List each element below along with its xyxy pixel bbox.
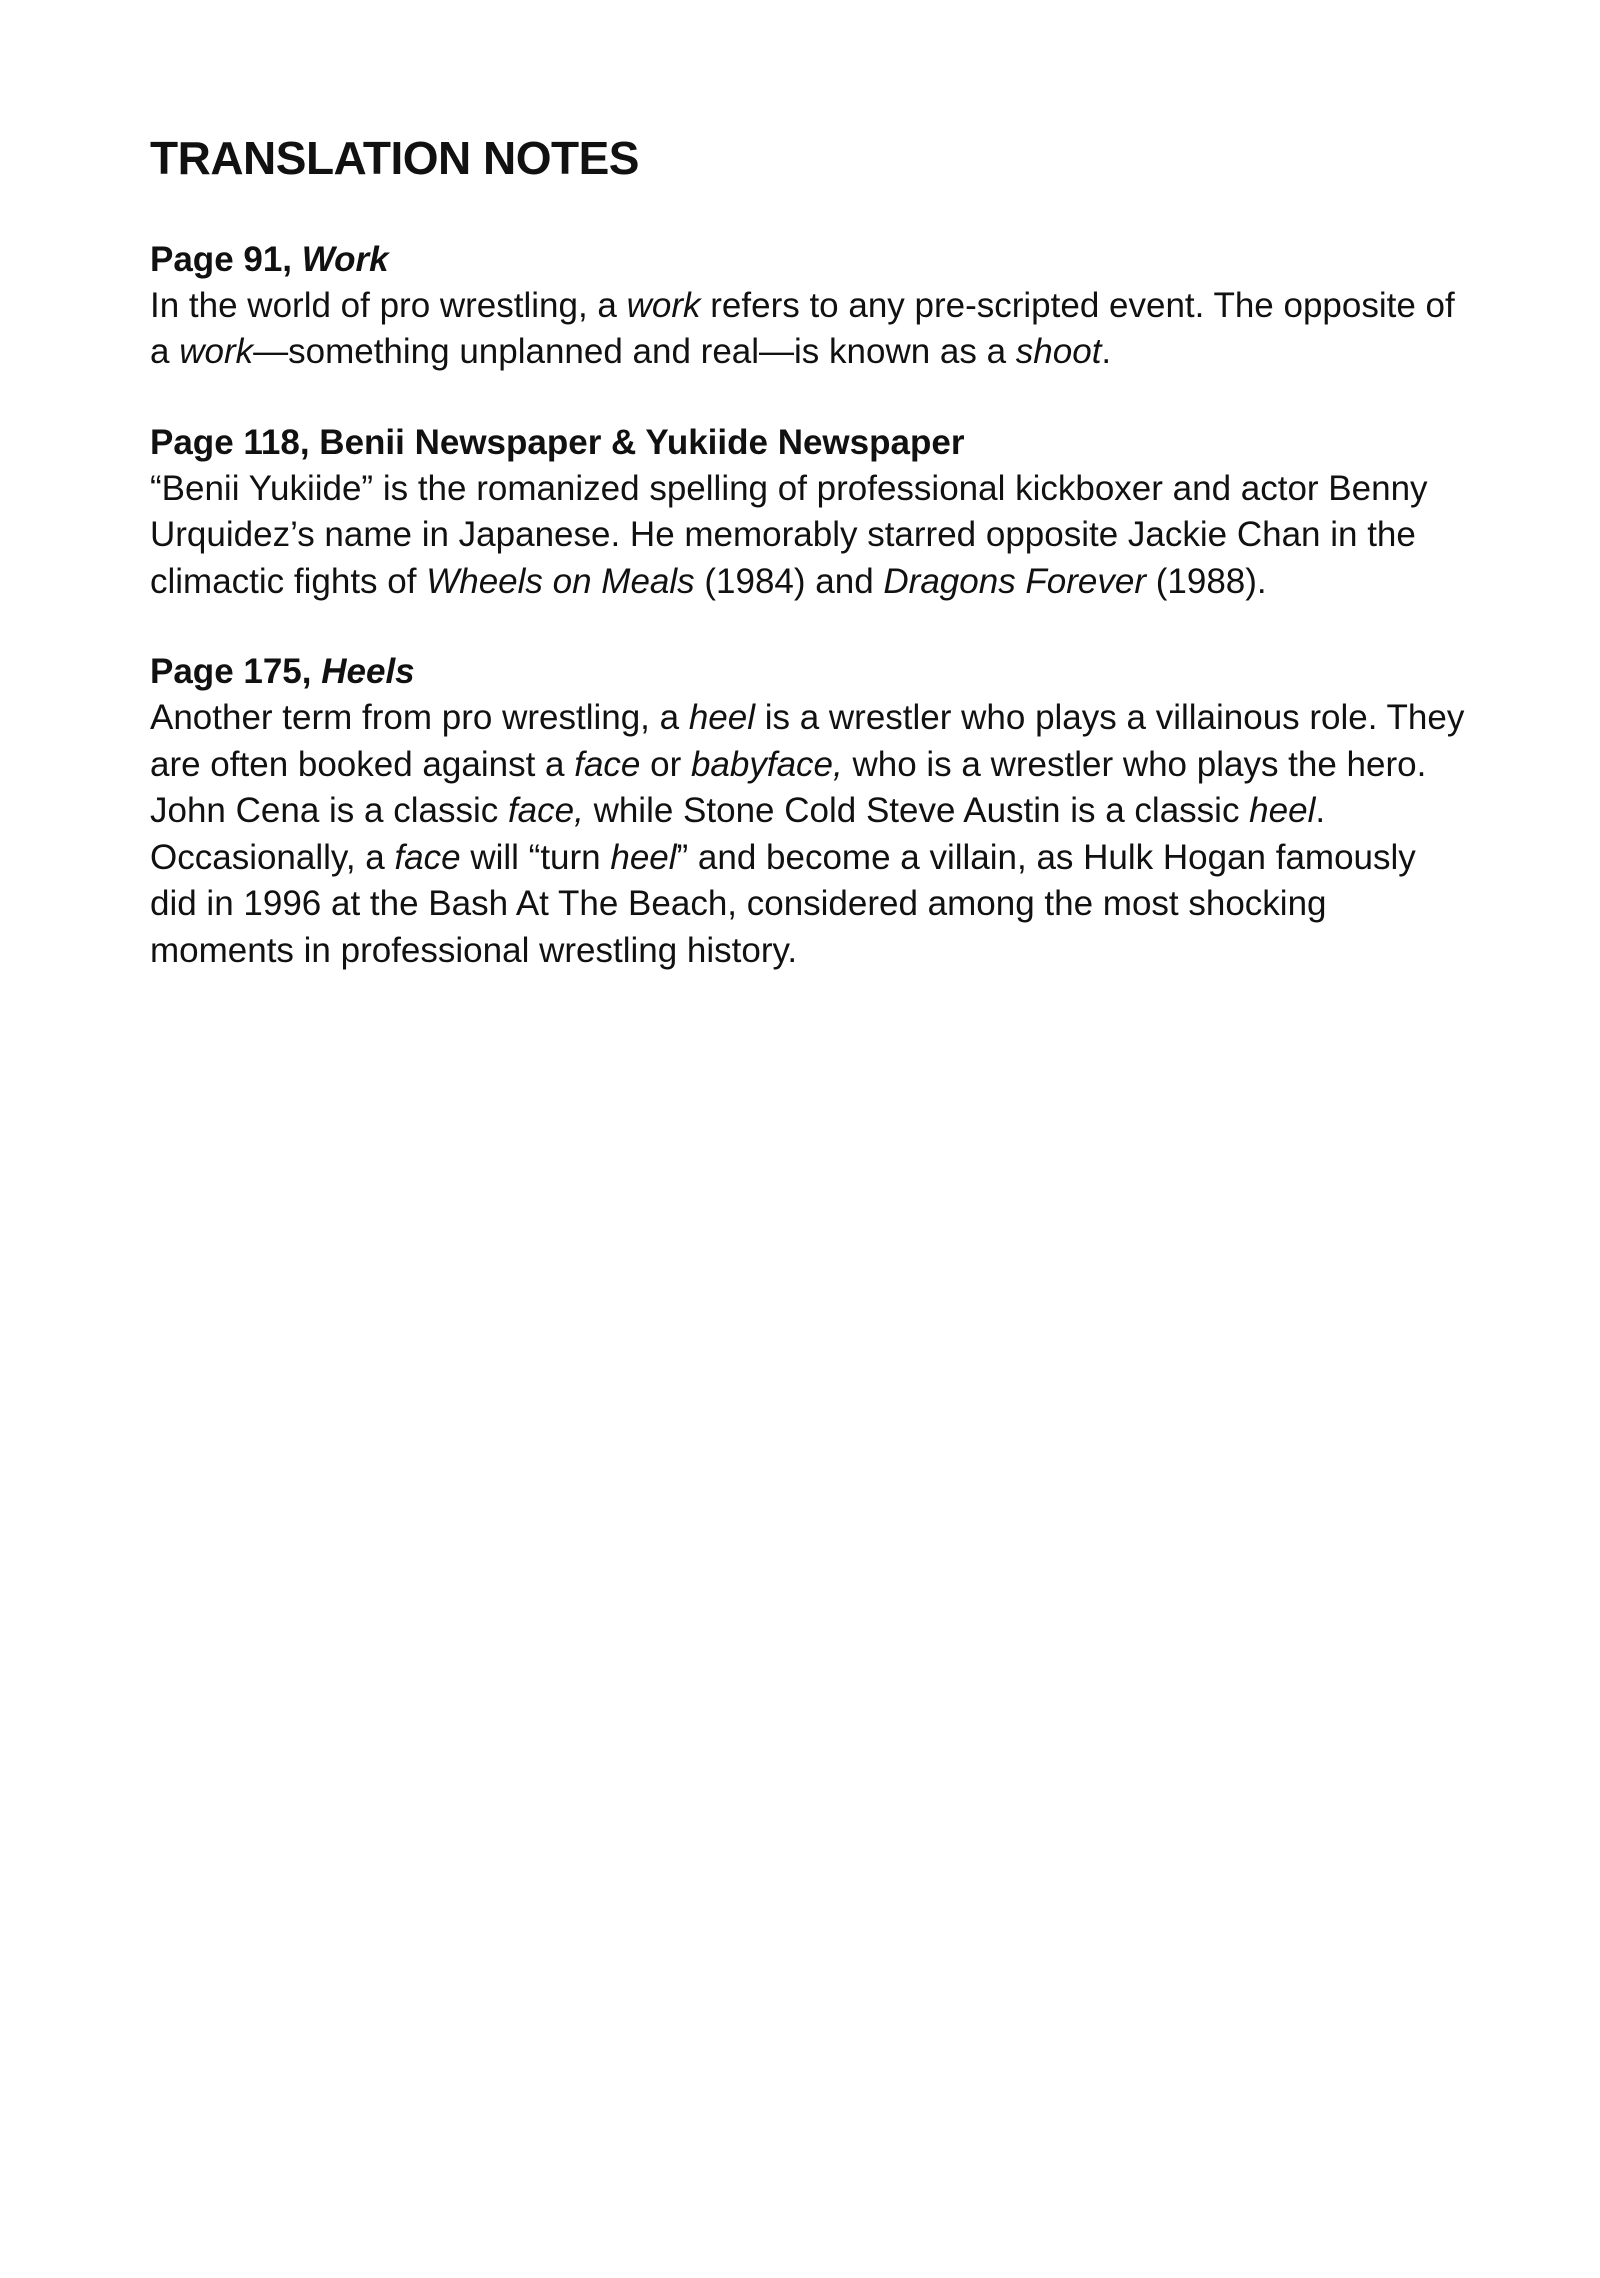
note-heading-text: Page 175, — [150, 652, 322, 692]
note-body-term: heel — [1249, 791, 1316, 831]
note-heading — [150, 420, 1470, 466]
note-body-term: heel — [610, 837, 677, 877]
note-body-text: who is a wrestler who plays the hero. John Cena is a classic — [150, 744, 1427, 831]
note-body-text: ” and become a villain, as Hulk Hogan famously did in 1996 at the Bash At The Beach, considered among the most shocking moments in professional wrestling history. — [150, 837, 1416, 970]
note-body — [150, 695, 1470, 974]
note-body-text: “Benii Yukiide” is the romanized spelling of professional kickboxer and actor Benny Urquidez’s name in Japanese. He memorably starred opposite Jackie Chan in the climactic fights of — [150, 468, 1428, 601]
note-body — [150, 466, 1470, 606]
note-heading — [150, 237, 1470, 283]
note-body-text: will “turn — [460, 837, 611, 877]
note-body-text: is a wrestler who plays a villainous role. They are often booked against a — [150, 698, 1465, 784]
page-title: TRANSLATION NOTES — [150, 132, 639, 184]
note-body-term: work — [179, 332, 254, 372]
note-body-film-title: Dragons Forever — [883, 561, 1147, 601]
note-page-175 — [150, 649, 1470, 974]
note-heading-text-italic: Work — [301, 239, 389, 279]
note-body-term: babyface, — [690, 744, 843, 784]
note-heading-text: Page 91, — [150, 239, 302, 279]
note-body-text: (1984) and — [694, 561, 884, 601]
note-body-text: while Stone Cold Steve Austin is a classic — [583, 791, 1250, 831]
note-page-118 — [150, 420, 1470, 606]
note-body-term: face, — [507, 791, 584, 831]
note-body-term: heel — [688, 698, 755, 738]
note-heading — [150, 649, 1470, 695]
note-body-film-title: Wheels on Meals — [426, 561, 695, 601]
note-body-term: shoot — [1015, 332, 1102, 372]
note-body-text: Another term from pro wrestling, a — [150, 698, 689, 738]
note-body-text: . Occasionally, a — [150, 791, 1326, 877]
note-body-text: (1988). — [1146, 561, 1267, 601]
note-body-term: face — [394, 837, 461, 877]
translation-notes-page — [150, 132, 1470, 1018]
note-body-text: refers to any pre-scripted event. The opposite of a — [150, 285, 1455, 372]
note-body-text: In the world of pro wrestling, a — [150, 285, 627, 325]
note-body — [150, 283, 1470, 376]
note-heading-text: Page 118, Benii Newspaper & Yukiide Newspaper — [150, 422, 965, 462]
note-body-text: or — [640, 744, 691, 784]
note-body-text: —something unplanned and real—is known as a — [253, 332, 1016, 372]
note-heading-text-italic: Heels — [321, 652, 415, 692]
note-page-91 — [150, 237, 1470, 376]
note-body-text: . — [1101, 332, 1112, 372]
note-body-term: work — [626, 285, 701, 325]
note-body-term: face — [574, 744, 641, 784]
